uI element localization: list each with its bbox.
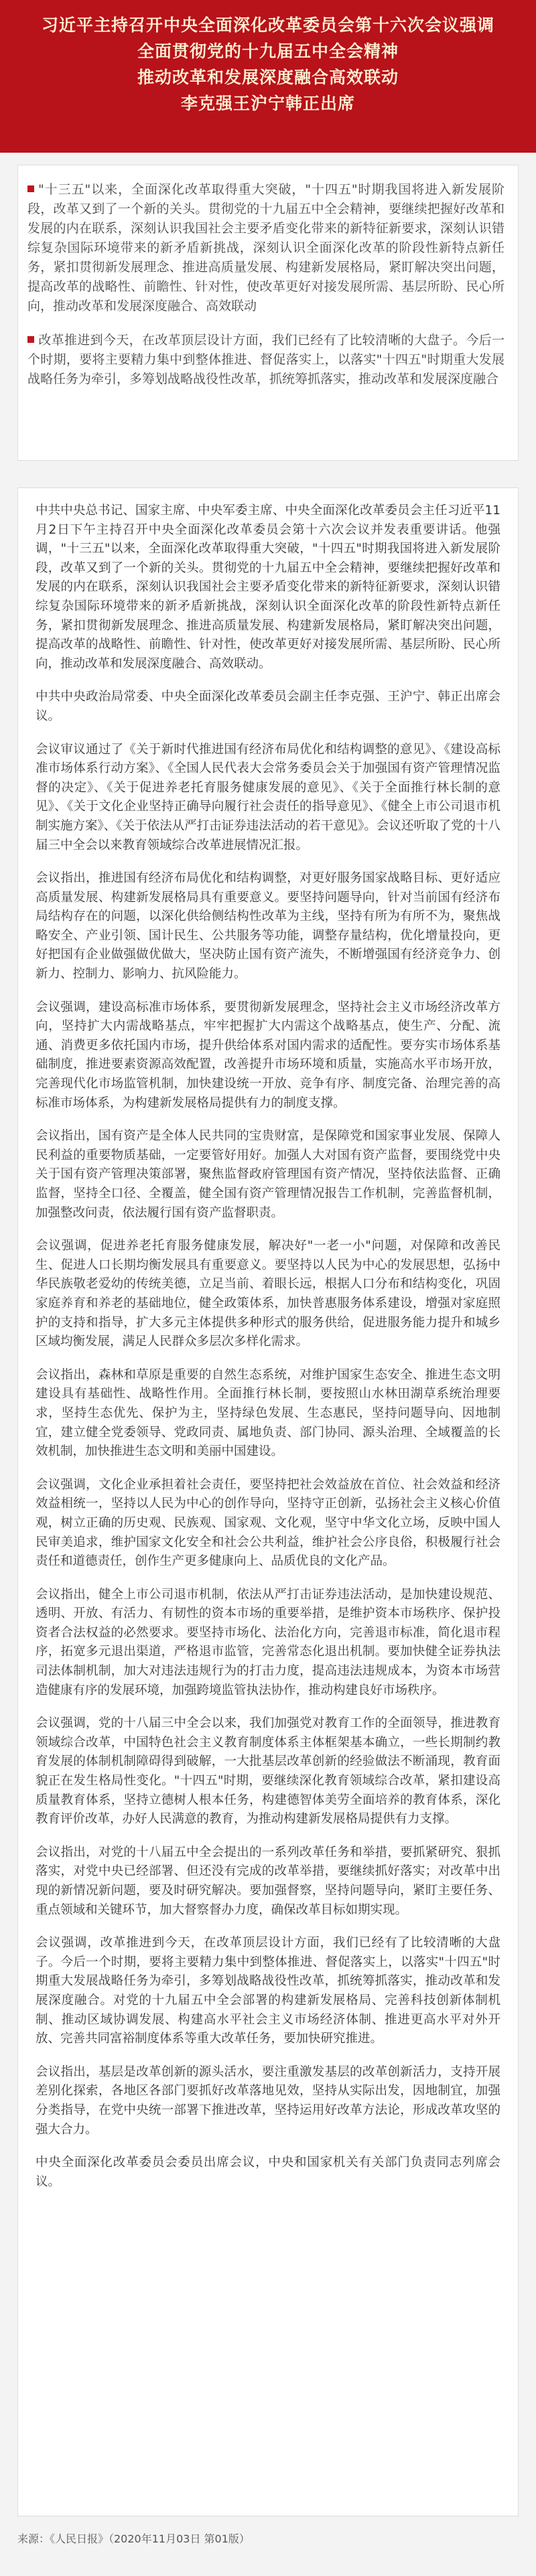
summary-text: "十三五"以来，全面深化改革取得重大突破，"十四五"时期我国将进入新发展阶段，改革又到了一个新的关头。贯彻党的十九届五中全会精神，要继续把握好改革和发展的内在联系，深刻认识我国社会主要矛盾变化带来的新特征新要求，深刻认识错综复杂国际环境带来的新矛盾新挑战，深刻认识全面深化改革的阶段性新特点新任务，紧扣贯彻新发展理念、推进高质量发展、构建新发展格局，紧盯解决突出问题，提高改革的战略性、前瞻性、针对性，使改革更好对接发展所需、基层所盼、民心所向，推动改革和发展深度融合、高效联动 bbox=[27, 182, 505, 313]
headline-line: 习近平主持召开中央全面深化改革委员会第十六次会议强调 bbox=[41, 15, 494, 35]
article-body bbox=[17, 487, 519, 2516]
source-citation: 来源：《人民日报》（2020年11月03日 第01版） bbox=[17, 2532, 250, 2545]
article-paragraph: 会议指出，国有资产是全体人民共同的宝贵财富，是保障党和国家事业发展、保障人民利益的重要物质基础，一定要管好用好。加强人大对国有资产监督，要围绕党中央关于国有资产管理决策部署，聚焦监督政府管理国有资产情况，坚持依法监督、正确监督，坚持全口径、全覆盖，健全国有资产管理情况报告工作机制，完善监督机制，加强整改问责，依法履行国有资产监督职责。 bbox=[36, 1129, 500, 1220]
article-paragraph: 中共中央总书记、国家主席、中央军委主席、中央全面深化改革委员会主任习近平11月2日下午主持召开中央全面深化改革委员会第十六次会议并发表重要讲话。他强调，"十三五"以来，全面深化改革取得重大突破，"十四五"时期我国将进入新发展阶段，改革又到了一个新的关头。贯彻党的十九届五中全会精神，要继续把握好改革和发展的内在联系，深刻认识我国社会主要矛盾变化带来的新特征新要求，深刻认识错综复杂国际环境带来的新矛盾新挑战，深刻认识全面深化改革的阶段性新特点新任务，紧扣贯彻新发展理念、推进高质量发展、构建新发展格局，紧盯解决突出问题，提高改革的战略性、前瞻性、针对性，使改革更好对接发展所需、基层所盼、民心所向，推动改革和发展深度融合、高效联动。 bbox=[36, 504, 500, 671]
article-paragraph: 会议指出，基层是改革创新的源头活水，要注重激发基层的改革创新活力，支持开展差别化探索，各地区各部门要抓好改革落地见效，坚持从实际出发，因地制宜，加强分类指导，在党中央统一部署下推进改革，坚持运用好改革方法论，形成改革攻坚的强大合力。 bbox=[36, 2064, 500, 2137]
article-paragraph: 会议强调，文化企业承担着社会责任，要坚持把社会效益放在首位、社会效益和经济效益相统一，坚持以人民为中心的创作导向，坚持守正创新，弘扬社会主义核心价值观，树立正确的历史观、民族观、国家观、文化观，坚守中华文化立场，反映中国人民审美追求，维护国家文化安全和社会公共利益，维护社会公序良俗，积极履行社会责任和道德责任，创作生产更多健康向上、品质优良的文化产品。 bbox=[36, 1477, 500, 1569]
article-paragraph: 会议指出，推进国有经济布局优化和结构调整，对更好服务国家战略目标、更好适应高质量发展、构建新发展格局具有重要意义。要坚持问题导向，针对当前国有经济布局结构存在的问题，以深化供给侧结构性改革为主线，坚持有所为有所不为，聚焦战略安全、产业引领、国计民生、公共服务等功能，调整存量结构，优化增量投向，更好把国有企业做强做优做大，坚决防止国有资产流失，不断增强国有经济竞争力、创新力、控制力、影响力、抗风险能力。 bbox=[36, 871, 500, 982]
headline-banner bbox=[0, 0, 536, 153]
article-paragraph: 会议强调，促进养老托育服务健康发展，解决好"一老一小"问题，对保障和改善民生、促进人口长期均衡发展具有重要意义。要坚持以人民为中心的发展思想，弘扬中华民族敬老爱幼的传统美德，立足当前、着眼长远，根据人口分布和结构变化，巩固家庭养育和养老的基础地位，健全政策体系，加快普惠服务体系建设，增强对家庭照护的支持和指导，扩大多元主体提供多种形式的服务供给，促进服务能力提升和城乡区域均衡发展，满足人民群众多层次多样化需求。 bbox=[36, 1239, 500, 1349]
red-square-bullet-icon bbox=[27, 336, 34, 343]
article-paragraph: 会议强调，党的十八届三中全会以来，我们加强党对教育工作的全面领导，推进教育领域综合改革，中国特色社会主义教育制度体系主体框架基本确立，一些长期制约教育发展的体制机制障碍得到破解，一大批基层改革创新的经验做法不断涌现，教育面貌正在发生格局性变化。"十四五"时期，要继续深化教育领域综合改革，紧扣建设高质量教育体系，坚持立德树人根本任务，构建德智体美劳全面培养的教育体系，深化教育评价改革，办好人民满意的教育，为推动构建新发展格局提供有力支撑。 bbox=[36, 1716, 500, 1827]
article-paragraph: 会议审议通过了《关于新时代推进国有经济布局优化和结构调整的意见》、《建设高标准市场体系行动方案》、《全国人民代表大会常务委员会关于加强国有资产管理情况监督的决定》、《关于促进养老托育服务健康发展的意见》、《关于全面推行林长制的意见》、《关于文化企业坚持正确导向履行社会责任的指导意见》、《健全上市公司退市机制实施方案》、《关于依法从严打击证券违法活动的若干意见》。会议还听取了党的十八届三中全会以来教育领域综合改革进展情况汇报。 bbox=[36, 742, 500, 852]
article-paragraph: 会议指出，对党的十八届五中全会提出的一系列改革任务和举措，要抓紧研究、狠抓落实，对党中央已经部署、但还没有完成的改革举措，要继续抓好落实；对改革中出现的新情况新问题，要及时研究解决。要加强督察，坚持问题导向，紧盯主要任务、重点领域和关键环节，加大督察督办力度，确保改革目标如期实现。 bbox=[36, 1845, 500, 1917]
article-paragraph: 会议指出，森林和草原是重要的自然生态系统，对维护国家生态安全、推进生态文明建设具有基础性、战略性作用。全面推行林长制，要按照山水林田湖草系统治理要求，坚持生态优先、保护为主，坚持绿色发展、生态惠民，坚持问题导向、因地制宜，建立健全党委领导、党政同责、属地负责、部门协同、源头治理、全域覆盖的长效机制，加快推进生态文明和美丽中国建设。 bbox=[36, 1367, 500, 1459]
summary-paragraph bbox=[27, 331, 505, 389]
section-gap bbox=[0, 461, 536, 487]
headline-line: 推动改革和发展深度融合高效联动 bbox=[137, 68, 399, 87]
red-square-bullet-icon bbox=[27, 185, 34, 192]
headline-line: 全面贯彻党的十九届五中全会精神 bbox=[137, 42, 399, 61]
summary-text: 改革推进到今天，在改革顶层设计方面，我们已经有了比较清晰的大盘子。今后一个时期，要将主要精力集中到整体推进、督促落实上，以落实"十四五"时期重大发展战略任务为牵引，多筹划战略战役性改革，抓统筹抓落实，推动改革和发展深度融合 bbox=[27, 333, 505, 386]
summary-card bbox=[17, 165, 519, 461]
article-paragraph: 会议指出，健全上市公司退市机制，依法从严打击证券违法活动，是加快建设规范、透明、开放、有活力、有韧性的资本市场的重要举措，是维护资本市场秩序、保护投资者合法权益的必然要求。要坚持市场化、法治化方向，完善退市标准，简化退市程序，拓宽多元退出渠道，严格退市监管，完善常态化退出机制。要加快健全证券执法司法体制机制，加大对违法违规行为的打击力度，提高违法违规成本，为资本市场营造健康有序的发展环境，加强跨境监管执法协作，推动构建良好市场秩序。 bbox=[36, 1587, 500, 1697]
article-paragraph: 中共中央政治局常委、中央全面深化改革委员会副主任李克强、王沪宁、韩正出席会议。 bbox=[36, 690, 500, 723]
article-paragraph: 会议强调，建设高标准市场体系，要贯彻新发展理念，坚持社会主义市场经济改革方向，坚持扩大内需战略基点，牢牢把握扩大内需这个战略基点，使生产、分配、流通、消费更多依托国内市场，提升供给体系对国内需求的适配性。要夯实市场体系基础制度，推进要素资源高效配置，改善提升市场环境和质量，实施高水平市场开放，完善现代化市场监管机制，加快建设统一开放、竞争有序、制度完备、治理完善的高标准市场体系，为构建新发展格局提供有力的制度支撑。 bbox=[36, 1000, 500, 1110]
headline-line: 李克强王沪宁韩正出席 bbox=[180, 94, 355, 113]
article-paragraph: 中央全面深化改革委员会委员出席会议，中央和国家机关有关部门负责同志列席会议。 bbox=[36, 2155, 500, 2189]
article-paragraph: 会议强调，改革推进到今天，在改革顶层设计方面，我们已经有了比较清晰的大盘子。今后一个时期，要将主要精力集中到整体推进、督促落实上，以落实"十四五"时期重大发展战略任务为牵引，多筹划战略战役性改革，抓统筹抓落实，推动改革和发展深度融合。对党的十九届五中全会部署的构建新发展格局、完善科技创新体制机制、推动区域协调发展、构建高水平社会主义市场经济体制、推进更高水平对外开放、完善共同富裕制度体系等重大改革任务，要加快研究推进。 bbox=[36, 1936, 500, 2046]
summary-paragraph bbox=[27, 180, 505, 316]
